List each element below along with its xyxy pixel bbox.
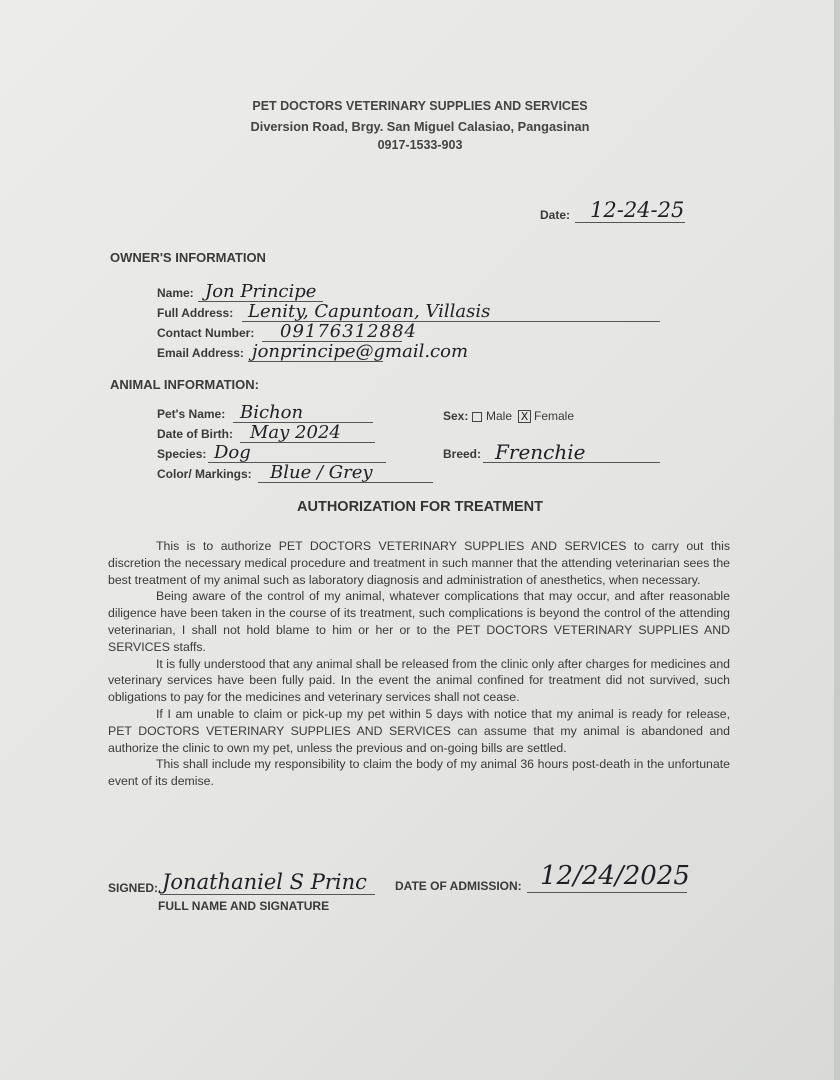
name-label: Name: (157, 286, 194, 300)
paragraph: This shall include my responsibility to claim the body of my animal 36 hours post-death in the unfortunate event of its demise. (108, 757, 730, 789)
authorization-body (108, 538, 730, 790)
authorization-title: AUTHORIZATION FOR TREATMENT (297, 499, 543, 515)
female-check-mark: X (520, 410, 529, 423)
date-value[interactable]: 12-24-25 (590, 198, 685, 222)
signed-label: SIGNED: (108, 881, 159, 895)
signature[interactable]: Jonathaniel S Princ (162, 870, 367, 894)
female-checkbox[interactable] (518, 410, 531, 423)
animal-section-title: ANIMAL INFORMATION: (110, 377, 259, 392)
female-label: Female (534, 409, 575, 423)
species-label: Species: (157, 447, 207, 461)
paragraph: It is fully understood that any animal shall be released from the clinic only after charges for medicines and veterinary services have been fully paid. In the event the animal confined for treatment did not survived, such obligations to pay for the medicines and veterinary services shall not cease. (108, 656, 730, 705)
paper-edge (834, 0, 840, 1080)
date-label: Date: (540, 208, 571, 222)
clinic-phone: 0917-1533-903 (377, 138, 463, 152)
admission-line (527, 892, 687, 893)
pet-species[interactable]: Dog (214, 442, 251, 463)
male-label: Male (486, 409, 513, 423)
dob-label: Date of Birth: (157, 427, 233, 441)
paragraph: If I am unable to claim or pick-up my pet within 5 days with notice that my animal is ready for release, PET DOCTORS VETERINARY SUPPLIES AND SERVICES can assume that my animal is abandoned and authorize the clinic to own my pet, unless the previous and on-going bills are settled. (108, 706, 730, 755)
address-label: Full Address: (157, 306, 234, 320)
admission-label: DATE OF ADMISSION: (395, 879, 522, 893)
breed-label: Breed: (443, 447, 482, 461)
sex-label: Sex: (443, 409, 469, 423)
signature-caption: FULL NAME AND SIGNATURE (158, 899, 330, 913)
date-line (575, 222, 685, 223)
owner-section-title: OWNER'S INFORMATION (110, 250, 266, 265)
paragraph: This is to authorize PET DOCTORS VETERINARY SUPPLIES AND SERVICES to carry out this discretion the necessary medical procedure and treatment in such manner that the attending veterinarian sees the best treatment of my animal such as laboratory diagnosis and administration of anesthetics, when necessary. (108, 539, 730, 587)
male-checkbox[interactable] (472, 412, 482, 422)
pet-dob[interactable]: May 2024 (250, 422, 341, 443)
clinic-name: PET DOCTORS VETERINARY SUPPLIES AND SERVICES (252, 99, 588, 113)
contact-label: Contact Number: (157, 326, 255, 340)
owner-address[interactable]: Lenity, Capuntoan, Villasis (248, 301, 491, 322)
owner-email[interactable]: jonprincipe@gmail.com (252, 341, 469, 362)
admission-date[interactable]: 12/24/2025 (540, 861, 690, 891)
owner-contact[interactable]: 09176312884 (280, 321, 417, 342)
pet-breed[interactable]: Frenchie (495, 440, 586, 464)
signature-line (160, 894, 375, 895)
pet-color[interactable]: Blue / Grey (270, 462, 373, 483)
color-label: Color/ Markings: (157, 467, 252, 481)
email-label: Email Address: (157, 346, 244, 360)
clinic-address: Diversion Road, Brgy. San Miguel Calasiao, Pangasinan (250, 119, 590, 134)
paragraph: Being aware of the control of my animal, whatever complications that may occur, and after reasonable diligence have been taken in the course of its treatment, such complications is beyond the control of the attending veterinarian, I shall not hold blame to him or her or to the PET DOCTORS VETERINARY SUPPLIES AND SERVICES staffs. (108, 589, 730, 654)
pet-name[interactable]: Bichon (240, 402, 304, 423)
owner-name[interactable]: Jon Principe (205, 281, 317, 302)
pet-name-label: Pet's Name: (157, 407, 226, 421)
